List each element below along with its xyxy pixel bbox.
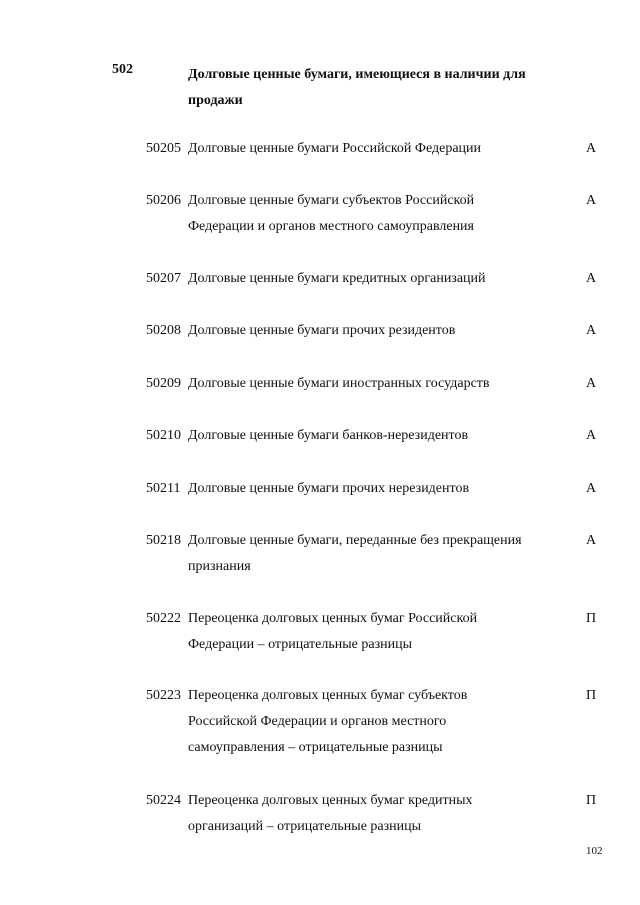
account-type: А (586, 193, 597, 208)
account-name: Долговые ценные бумаги прочих нерезидентов (188, 481, 470, 496)
account-code: 50207 (146, 271, 181, 286)
account-code: 50205 (146, 141, 181, 156)
account-code: 50210 (146, 428, 181, 443)
account-code: 50206 (146, 193, 181, 208)
account-name: Переоценка долговых ценных бумаг кредитных организаций – отрицательные разницы (188, 793, 473, 834)
account-code: 50223 (146, 688, 181, 703)
section-title: Долговые ценные бумаги, имеющиеся в наличии для продажи (188, 67, 526, 108)
account-code: 50218 (146, 533, 181, 548)
account-code: 50208 (146, 323, 181, 338)
page-number: 102 (586, 845, 603, 857)
account-name: Переоценка долговых ценных бумаг Российской Федерации – отрицательные разницы (188, 611, 478, 652)
account-code: 50211 (146, 481, 181, 496)
account-name: Долговые ценные бумаги, переданные без прекращения признания (188, 533, 522, 574)
account-type: А (586, 481, 597, 496)
account-name: Долговые ценные бумаги банков-нерезидентов (188, 428, 469, 443)
account-name: Долговые ценные бумаги кредитных организаций (188, 271, 486, 286)
account-type: А (586, 376, 597, 391)
account-type: А (586, 141, 597, 156)
account-type: П (586, 688, 597, 703)
account-code: 50222 (146, 611, 181, 626)
account-name: Долговые ценные бумаги иностранных государств (188, 376, 490, 391)
account-code: 50209 (146, 376, 181, 391)
account-name: Долговые ценные бумаги прочих резидентов (188, 323, 456, 338)
account-code: 50224 (146, 793, 181, 808)
account-name: Долговые ценные бумаги Российской Федерации (188, 141, 482, 156)
account-type: А (586, 323, 597, 338)
account-name: Долговые ценные бумаги субъектов Российской Федерации и органов местного самоуправления (188, 193, 475, 234)
account-type: П (586, 793, 597, 808)
account-type: А (586, 428, 597, 443)
account-type: П (586, 611, 597, 626)
account-name: Переоценка долговых ценных бумаг субъектов Российской Федерации и органов местного самоуправления – отрицательные разницы (188, 688, 468, 755)
account-type: А (586, 271, 597, 286)
section-code: 502 (112, 62, 133, 77)
account-type: А (586, 533, 597, 548)
